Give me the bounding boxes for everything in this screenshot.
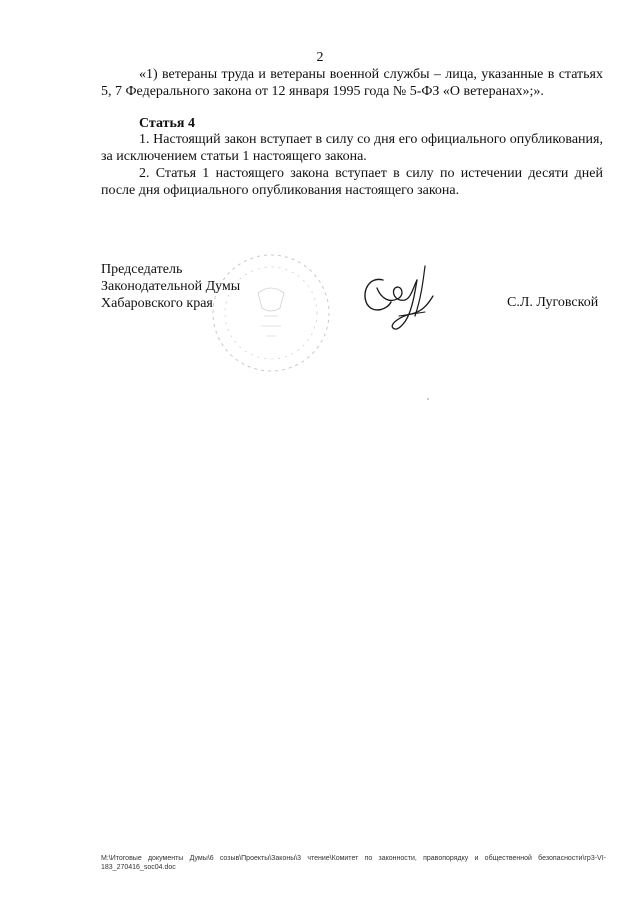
article-item-1: 1. Настоящий закон вступает в силу со дня его официального опубликования, за исключением статьи 1 настоящего закона.	[101, 132, 603, 164]
scan-speck	[427, 398, 429, 400]
article-item-2: 2. Статья 1 настоящего закона вступает в силу по истечении десяти дней после дня официального опубликования настоящего закона.	[101, 166, 603, 198]
page-number: 2	[316, 50, 324, 65]
amendment-block	[101, 66, 603, 100]
signer-title	[101, 261, 240, 312]
amendment-paragraph: «1) ветераны труда и ветераны военной службы – лица, указанные в статьях 5, 7 Федерального закона от 12 января 1995 года № 5-ФЗ «О ветеранах»;».	[101, 67, 603, 99]
signer-title-line-1: Председатель	[101, 262, 183, 277]
signer-title-line-2: Законодательной Думы	[101, 279, 241, 294]
signer-title-line-3: Хабаровского края	[101, 296, 213, 311]
article-title: Статья 4	[139, 116, 195, 131]
footer-file-path: M:\Итоговые документы Думы\6 созыв\Проекты\Законы\3 чтение\Комитет по законности, правопорядку и общественной безопасности\гр3-VI-183_270416_soc04.doc	[101, 855, 606, 871]
handwritten-signature-image	[355, 258, 445, 338]
signer-name: С.Л. Луговской	[507, 295, 599, 310]
article-body	[101, 131, 603, 199]
